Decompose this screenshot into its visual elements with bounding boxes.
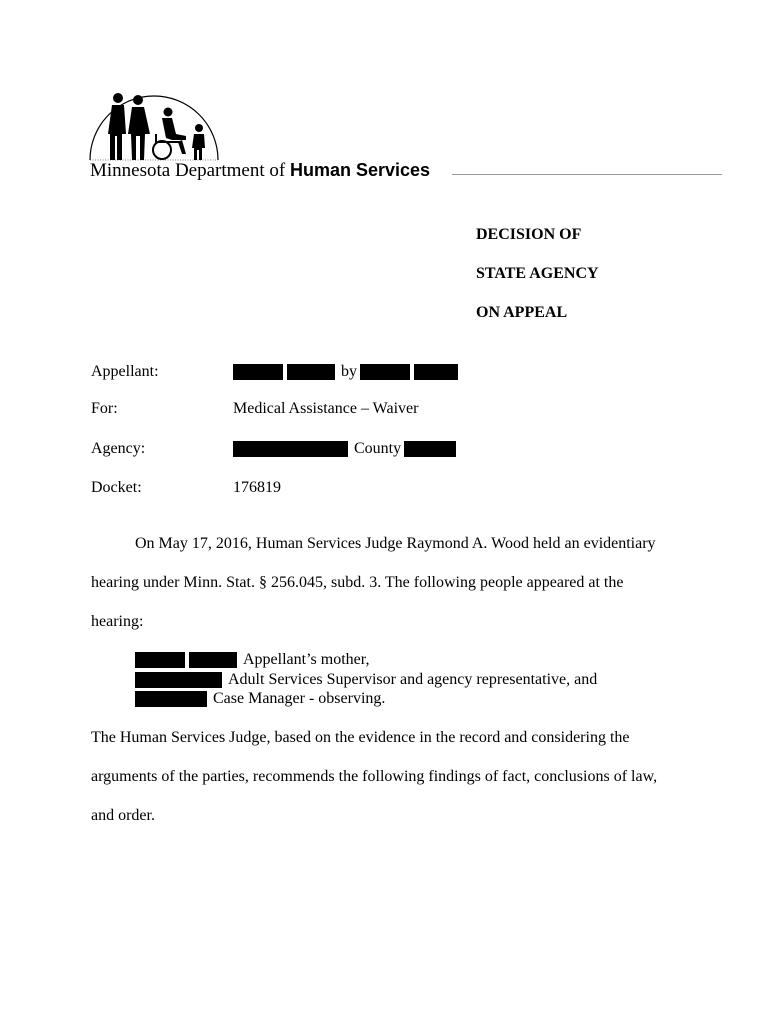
- department-name: [90, 160, 430, 182]
- title-line-2: STATE AGENCY: [476, 265, 599, 282]
- appellant-label: Appellant:: [91, 363, 159, 380]
- title-line-3: ON APPEAL: [476, 304, 568, 321]
- title-line-1: DECISION OF: [476, 226, 582, 243]
- redaction-block: [404, 441, 456, 457]
- attendee-3-role: Case Manager - observing.: [213, 690, 386, 707]
- redaction-block: [414, 364, 458, 380]
- closing-line-3: and order.: [91, 807, 155, 824]
- redaction-block: [233, 364, 283, 380]
- redaction-block: [189, 652, 237, 668]
- appellant-value: [233, 363, 458, 381]
- attendee-1-role: Appellant’s mother,: [243, 651, 370, 668]
- for-label: For:: [91, 400, 118, 417]
- department-name-prefix: Minnesota Department of: [90, 160, 290, 181]
- attendee-1: [135, 651, 369, 669]
- appellant-by: by: [341, 363, 357, 380]
- redaction-block: [287, 364, 335, 380]
- attendee-2: [135, 671, 597, 689]
- attendee-3: [135, 690, 385, 708]
- header-rule: [452, 174, 722, 175]
- redaction-block: [135, 652, 185, 668]
- for-value: Medical Assistance – Waiver: [233, 400, 419, 417]
- agency-label: Agency:: [91, 440, 146, 457]
- intro-line-2: hearing under Minn. Stat. § 256.045, subd. 3. The following people appeared at the: [91, 574, 624, 591]
- attendee-2-role: Adult Services Supervisor and agency representative, and: [228, 671, 598, 688]
- department-name-bold: Human Services: [289, 160, 431, 180]
- intro-line-1: On May 17, 2016, Human Services Judge Raymond A. Wood held an evidentiary: [135, 535, 656, 552]
- agency-county: County: [354, 440, 402, 457]
- redaction-block: [233, 441, 348, 457]
- closing-line-1: The Human Services Judge, based on the evidence in the record and considering the: [91, 729, 630, 746]
- closing-line-2: arguments of the parties, recommends the following findings of fact, conclusions of law,: [91, 768, 658, 785]
- redaction-block: [135, 672, 222, 688]
- agency-value: [233, 440, 456, 458]
- dhs-logo: [86, 90, 226, 162]
- intro-line-3: hearing:: [91, 613, 144, 630]
- redaction-block: [135, 691, 207, 707]
- redaction-block: [360, 364, 410, 380]
- docket-value: 176819: [233, 479, 281, 496]
- docket-label: Docket:: [91, 479, 142, 496]
